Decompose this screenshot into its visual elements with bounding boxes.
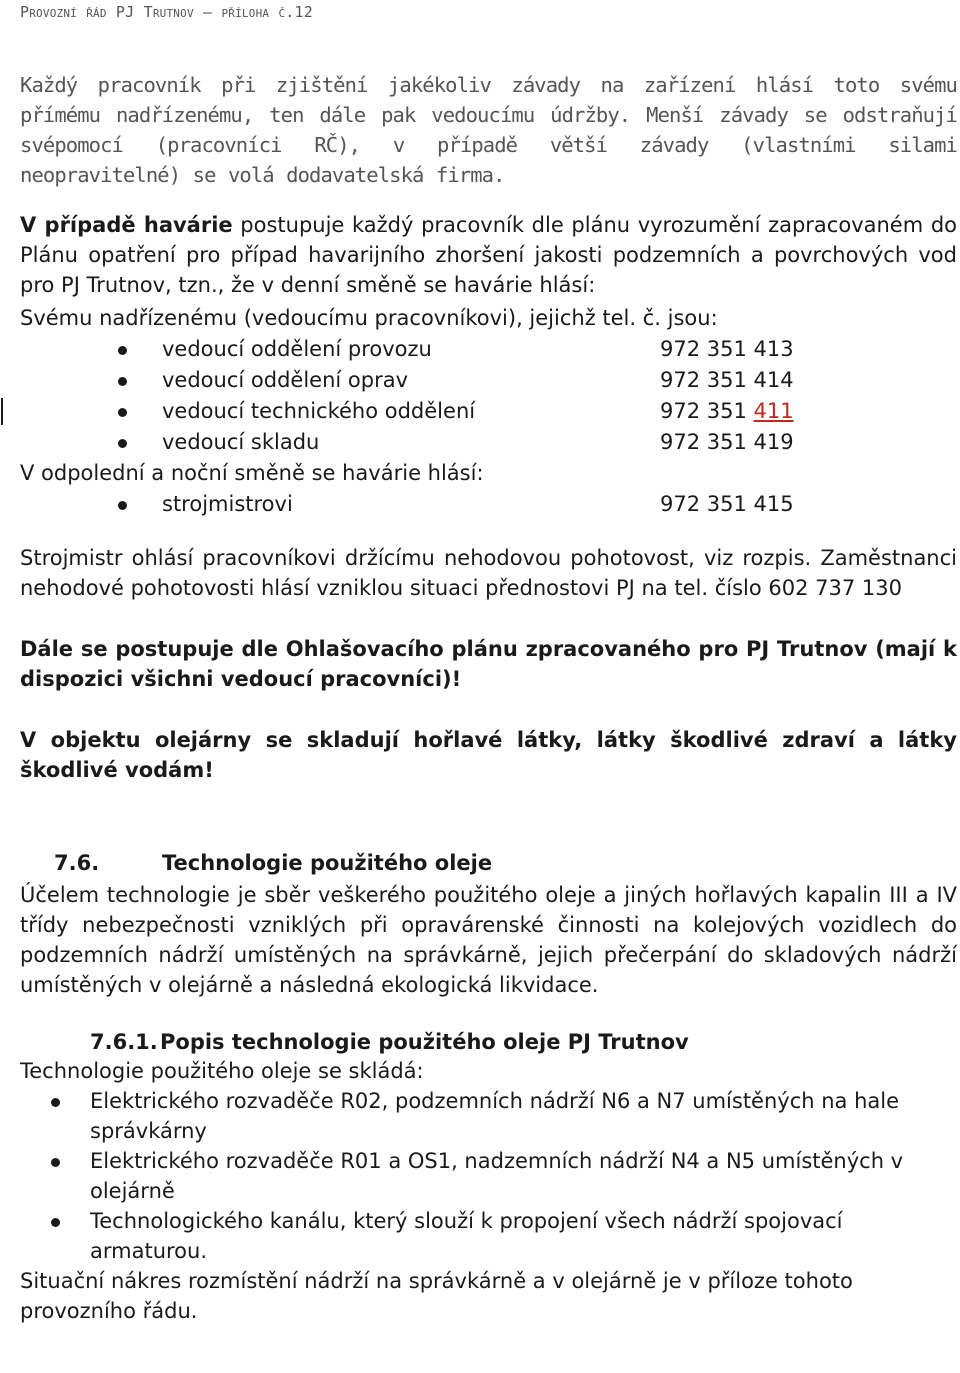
contact-row xyxy=(20,427,957,458)
havarie-paragraph xyxy=(20,210,957,300)
contact-row xyxy=(20,489,957,520)
contact-phone: 972 351 415 xyxy=(660,492,794,516)
contact-phone-revised-suffix: 411 xyxy=(753,399,794,423)
contact-role: vedoucí oddělení provozu xyxy=(162,337,432,361)
contact-role: vedoucí technického oddělení xyxy=(162,399,476,423)
havarie-text: postupuje každý pracovník dle plánu vyrozumění zapracovaném do Plánu opatření pro případ havarijního zhoršení jakosti podzemních a povrchových vod pro PJ Trutnov, tzn., že v denní směně se havárie hlásí: xyxy=(20,213,957,297)
section-heading-7-6 xyxy=(20,846,957,878)
list-item xyxy=(20,1206,957,1266)
contact-role: vedoucí oddělení oprav xyxy=(162,368,409,392)
section-number: 7.6.1. xyxy=(90,1030,158,1054)
havarie-lead: V případě havárie xyxy=(20,213,233,237)
bullet-icon xyxy=(118,377,127,386)
odpoledni-line: V odpolední a noční směně se havárie hlásí: xyxy=(20,461,484,485)
closing-paragraph: Situační nákres rozmístění nádrží na správkárně a v olejárně je v příloze tohoto provozního řádu. xyxy=(20,1269,853,1323)
contact-phone: 972 351 413 xyxy=(660,337,794,361)
list-item xyxy=(20,1086,957,1146)
list-item-text: Elektrického rozvaděče R02, podzemních nádrží N6 a N7 umístěných na hale správkárny xyxy=(90,1089,900,1143)
contact-phone: 972 351 414 xyxy=(660,368,794,392)
contact-phone-prefix: 972 351 xyxy=(660,399,754,423)
bullet-icon xyxy=(51,1098,60,1107)
section-number: 7.6. xyxy=(54,851,100,875)
list-item-text: Elektrického rozvaděče R01 a OS1, nadzemních nádrží N4 a N5 umístěných v olejárně xyxy=(90,1149,904,1203)
contact-row xyxy=(20,365,957,396)
list-item-text: Technologického kanálu, který slouží k propojení všech nádrží spojovací armaturou. xyxy=(90,1209,843,1263)
section-7-6-text: Účelem technologie je sběr veškerého použitého oleje a jiných hořlavých kapalin III a IV třídy nebezpečnosti vzniklých při opravárenské činnosti na kolejových vozidlech do podzemních nádrží umístěných na správkárně, jejich přečerpání do skladových nádrží umístěných v olejárně a následná ekologická likvidace. xyxy=(20,883,957,997)
contact-row xyxy=(20,396,957,427)
olejarna-warning: V objektu olejárny se skladují hořlavé látky, látky škodlivé zdraví a látky škodlivé vodám! xyxy=(20,728,957,782)
section-title: Technologie použitého oleje xyxy=(162,851,493,875)
intro-paragraph: Každý pracovník při zjištění jakékoliv závady na zařízení hlásí toto svému přímému nadřízenému, ten dále pak vedoucímu údržby. Menší závady se odstraňují svépomocí (pracovníci RČ), v případě větší závady (vlastními silami neopravitelné) se volá dodavatelská firma. xyxy=(20,73,957,187)
contact-row xyxy=(20,334,957,365)
bullet-icon xyxy=(118,408,127,417)
bullet-icon xyxy=(51,1218,60,1227)
contact-role: vedoucí skladu xyxy=(162,430,320,454)
bullet-icon xyxy=(118,439,127,448)
revision-change-bar xyxy=(1,398,3,425)
svemu-line: Svému nadřízenému (vedoucímu pracovníkovi), jejichž tel. č. jsou: xyxy=(20,306,718,330)
bullet-icon xyxy=(118,501,127,510)
contact-phone xyxy=(660,396,794,426)
bullet-icon xyxy=(118,346,127,355)
section-title: Popis technologie použitého oleje PJ Trutnov xyxy=(160,1030,689,1054)
strojmistr-paragraph: Strojmistr ohlásí pracovníkovi držícímu nehodovou pohotovost, viz rozpis. Zaměstnanci nehodové pohotovosti hlásí vzniklou situaci přednostovi PJ na tel. číslo 602 737 130 xyxy=(20,546,957,600)
contact-phone: 972 351 419 xyxy=(660,430,794,454)
contact-role: strojmistrovi xyxy=(162,492,293,516)
technology-intro: Technologie použitého oleje se skládá: xyxy=(20,1059,424,1083)
document-page xyxy=(20,0,957,1326)
list-item xyxy=(20,1146,957,1206)
page-header: Provozní řád PJ Trutnov – příloha č.12 xyxy=(20,3,313,21)
ohlasovaci-paragraph: Dále se postupuje dle Ohlašovacího plánu zpracovaného pro PJ Trutnov (mají k dispozici všichni vedoucí pracovníci)! xyxy=(20,637,957,691)
section-heading-7-6-1 xyxy=(20,1024,957,1056)
bullet-icon xyxy=(51,1158,60,1167)
day-contacts-list xyxy=(20,334,957,520)
technology-list xyxy=(20,1086,957,1266)
